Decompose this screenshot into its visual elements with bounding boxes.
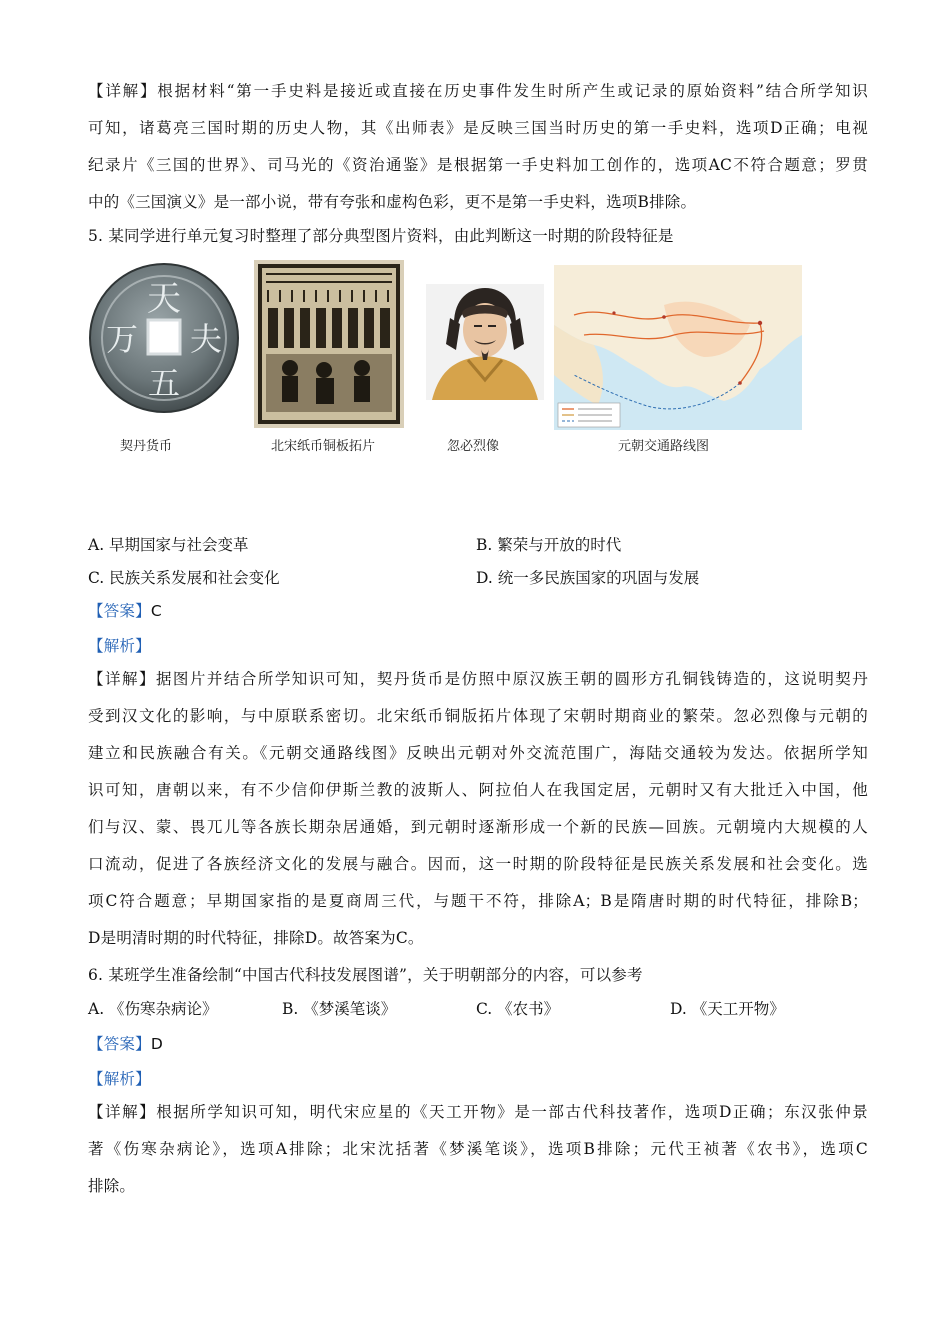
q5-analysis-tag: 【解析】	[88, 637, 151, 655]
khitan-coin-image	[88, 262, 240, 414]
q6-stem: 6. 某班学生准备绘制“中国古代科技发展图谱”，关于明朝部分的内容，可以参考	[88, 966, 643, 984]
q6-detail-text1: 根据所学知识可知，明代宋应星的《天工开物》是一部古代科技著作，选项D正确；东汉张仲景	[156, 1103, 868, 1121]
q6-option-b: B. 《梦溪笔谈》	[282, 1000, 397, 1018]
q5-option-b: B. 繁荣与开放的时代	[476, 536, 622, 554]
q5-option-c: C. 民族关系发展和社会变化	[88, 569, 280, 587]
q6-detail-tag: 【详解】	[88, 1103, 157, 1121]
para1-line3: 纪录片《三国的世界》、司马光的《资治通鉴》是根据第一手史料加工创作的，选项AC不符合题意；罗贯	[88, 156, 868, 174]
yuan-transport-route-map-image	[554, 265, 802, 430]
coin-char-left: 万	[105, 320, 139, 358]
para1-line2: 可知，诸葛亮三国时期的历史人物，其《出师表》是反映三国当时历史的第一手史料，选项D正确；电视	[88, 119, 868, 137]
q5-stem: 5. 某同学进行单元复习时整理了部分典型图片资料，由此判断这一时期的阶段特征是	[88, 227, 674, 245]
q6-analysis-tag: 【解析】	[88, 1070, 151, 1088]
coin-char-top: 天	[147, 279, 181, 319]
q5-detail-line2: 受到汉文化的影响，与中原联系密切。北宋纸币铜版拓片体现了宋朝时期商业的繁荣。忽必烈像与元朝的	[88, 707, 868, 725]
q5-answer-tag: 【答案】	[88, 602, 151, 620]
kublai-caption: 忽必烈像	[447, 439, 500, 454]
q6-option-a: A. 《伤寒杂病论》	[88, 1000, 218, 1018]
para1-line1: 【详解】根据材料“第一手史料是接近或直接在历史事件发生时所产生或记录的原始资料”结合所学知识	[88, 82, 868, 100]
q5-option-d: D. 统一多民族国家的巩固与发展	[476, 569, 700, 587]
para1-line4: 中的《三国演义》是一部小说，带有夸张和虚构色彩，更不是第一手史料，选项B排除。	[88, 193, 697, 211]
q6-detail-line1	[88, 1101, 868, 1123]
q5-detail-line7: 项C符合题意；早期国家指的是夏商周三代，与题干不符，排除A；B是隋唐时期的时代特征，排除B；	[88, 892, 868, 910]
map-caption: 元朝交通路线图	[618, 439, 710, 454]
q5-answer-line	[88, 600, 868, 622]
q5-analysis-line	[88, 635, 868, 657]
q6-detail-line2: 著《伤寒杂病论》，选项A排除；北宋沈括著《梦溪笔谈》，选项B排除；元代王祯著《农书》，选项C	[88, 1140, 868, 1158]
q6-answer-line	[88, 1033, 868, 1055]
q5-detail-tag: 【详解】	[88, 670, 156, 688]
paper-money-caption: 北宋纸币铜板拓片	[271, 439, 376, 454]
q5-detail-line5: 们与汉、蒙、畏兀儿等各族长期杂居通婚，到元朝时逐渐形成一个新的民族—回族。元朝境内大规模的人	[88, 818, 868, 836]
q6-option-c: C. 《农书》	[476, 1000, 560, 1018]
q6-answer: D	[150, 1035, 163, 1053]
q5-answer: C	[150, 602, 162, 620]
q5-detail-text1: 据图片并结合所学知识可知，契丹货币是仿照中原汉族王朝的圆形方孔铜钱铸造的，这说明契丹	[155, 670, 868, 688]
song-paper-money-rubbing-image	[254, 260, 404, 428]
q5-detail-line4: 识可知，唐朝以来，有不少信仰伊斯兰教的波斯人、阿拉伯人在我国定居，元朝时又有大批迁入中国，他	[88, 781, 868, 799]
q6-analysis-line	[88, 1068, 868, 1090]
q5-detail-line1	[88, 668, 868, 690]
q5-detail-line6: 口流动，促进了各族经济文化的发展与融合。因而，这一时期的阶段特征是民族关系发展和社会变化。选	[88, 855, 868, 873]
q6-option-d: D. 《天工开物》	[670, 1000, 785, 1018]
q5-option-a: A. 早期国家与社会变革	[88, 536, 249, 554]
coin-char-bottom: 五	[147, 364, 181, 402]
coin-char-right: 夫	[189, 320, 223, 358]
q6-answer-tag: 【答案】	[88, 1035, 151, 1053]
coin-caption: 契丹货币	[120, 439, 173, 454]
q5-detail-line3: 建立和民族融合有关。《元朝交通路线图》反映出元朝对外交流范围广，海陆交通较为发达。依据所学知	[88, 744, 868, 762]
q5-detail-line8: D是明清时期的时代特征，排除D。故答案为C。	[88, 929, 424, 947]
kublai-khan-portrait-image	[426, 284, 544, 400]
q6-detail-line3: 排除。	[88, 1177, 136, 1195]
